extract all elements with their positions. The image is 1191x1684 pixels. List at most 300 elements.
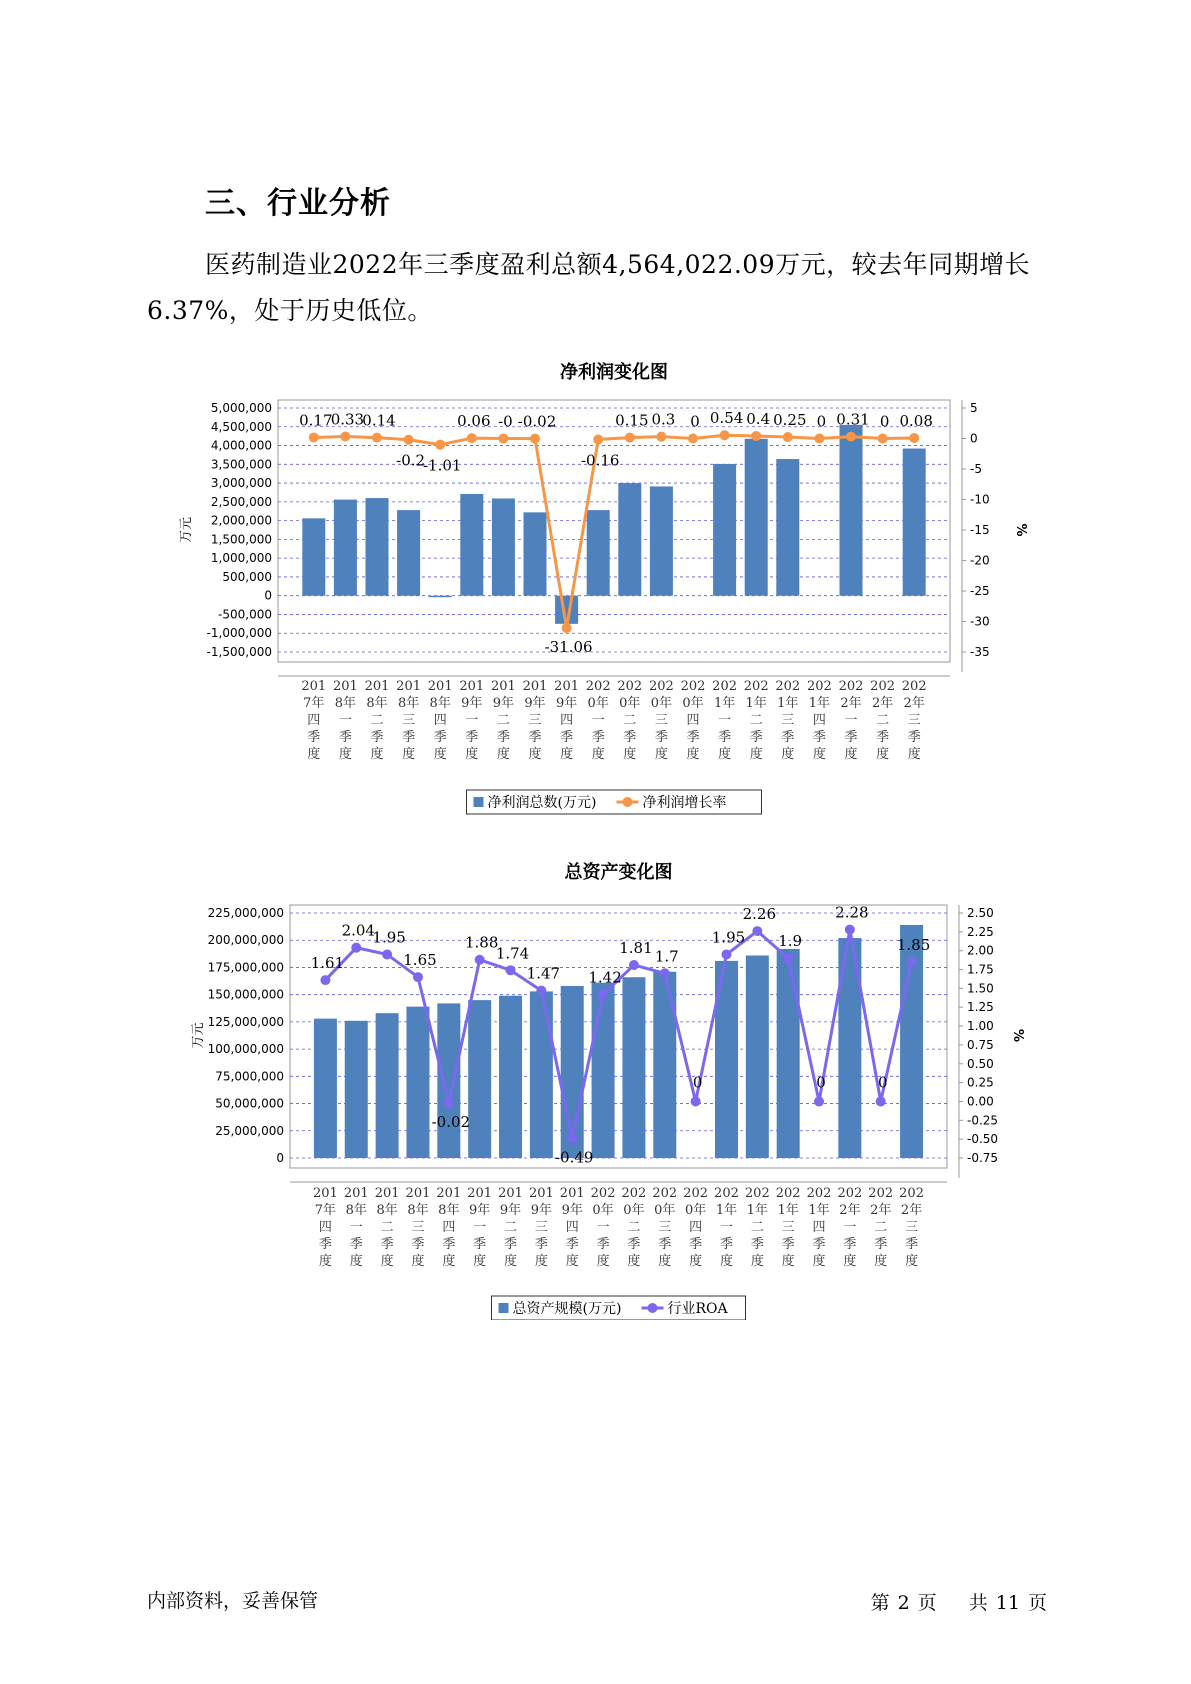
x-tick-label: 度 — [627, 1254, 641, 1269]
x-tick-label: 季 — [781, 1237, 795, 1252]
x-tick-label: 度 — [623, 747, 637, 762]
line-point — [876, 1096, 886, 1106]
x-tick-label: 三 — [781, 713, 795, 728]
x-tick-label: 季 — [718, 730, 732, 745]
line-point — [691, 1096, 701, 1106]
x-tick-label: 2年 — [870, 1203, 892, 1218]
x-tick-label: 1年 — [777, 696, 799, 711]
data-label: 0 — [816, 1073, 826, 1092]
y-tick-label: 2,500,000 — [210, 494, 272, 509]
x-tick-label: 季 — [338, 730, 352, 745]
bar — [777, 949, 800, 1158]
total-word: 页 — [1027, 1592, 1047, 1614]
x-tick-label: 度 — [844, 747, 858, 762]
line-point — [907, 957, 917, 967]
data-label: 0 — [692, 1073, 703, 1092]
bar — [499, 996, 522, 1158]
x-tick-label: 8年 — [407, 1203, 429, 1218]
x-tick-label: 季 — [905, 1237, 919, 1252]
y2-tick-label: 0 — [970, 431, 978, 446]
x-tick-label: 度 — [591, 747, 605, 762]
x-tick-label: 四 — [442, 1220, 456, 1235]
data-label: 1.81 — [619, 939, 653, 958]
x-tick-label: 季 — [876, 730, 890, 745]
bar — [345, 1021, 368, 1158]
data-label: 0.33 — [330, 410, 365, 429]
data-label: -0.16 — [580, 451, 620, 470]
line-point — [320, 975, 330, 985]
x-tick-label: 度 — [504, 1254, 518, 1269]
y-tick-label: 5,000,000 — [210, 401, 272, 415]
x-tick-label: 0年 — [654, 1203, 676, 1218]
y2-axis-label: % — [1013, 523, 1028, 537]
x-tick-label: 201 — [427, 679, 453, 694]
y-tick-label: 4,000,000 — [210, 438, 272, 453]
bar — [468, 1000, 491, 1158]
x-tick-label: 度 — [718, 747, 732, 762]
y2-tick-label: -35 — [970, 645, 990, 659]
x-tick-label: 度 — [338, 747, 352, 762]
x-tick-label: 度 — [596, 1254, 610, 1269]
line-point — [435, 440, 445, 450]
y-tick-label: 75,000,000 — [215, 1069, 284, 1084]
x-tick-label: 201 — [559, 1186, 585, 1201]
line-point — [720, 430, 730, 440]
x-tick-label: 季 — [442, 1237, 456, 1252]
y2-tick-label: 0.25 — [967, 1075, 994, 1090]
page-prefix: 第 — [870, 1592, 890, 1614]
y2-tick-label: 1.75 — [967, 962, 994, 977]
line-point — [814, 434, 824, 444]
data-label: 1.85 — [896, 936, 931, 954]
x-tick-label: 201 — [528, 1186, 554, 1201]
legend-bar-label: 总资产规模(万元) — [512, 1301, 622, 1317]
x-tick-label: 1年 — [745, 696, 767, 711]
bar — [406, 1007, 429, 1158]
y-tick-label: 175,000,000 — [207, 960, 284, 975]
data-label: 0.31 — [836, 410, 870, 429]
x-tick-label: 四 — [812, 713, 826, 728]
x-tick-label: 202 — [806, 1186, 832, 1201]
y-tick-label: 1,500,000 — [210, 532, 272, 547]
y2-axis-label: % — [1010, 1028, 1025, 1043]
x-tick-label: 9年 — [492, 696, 515, 711]
x-tick-label: 201 — [459, 679, 485, 694]
x-tick-label: 四 — [433, 713, 447, 728]
x-tick-label: 8年 — [397, 696, 420, 711]
y2-tick-label: 0.00 — [967, 1094, 994, 1109]
line-point — [598, 989, 608, 999]
line-point — [444, 1098, 454, 1108]
x-tick-label: 季 — [349, 1237, 363, 1252]
y2-tick-label: -10 — [970, 492, 990, 507]
y-tick-label: -1,000,000 — [206, 626, 272, 641]
x-tick-label: 201 — [374, 1186, 400, 1201]
x-tick-label: 度 — [473, 1254, 487, 1269]
x-tick-label: 2年 — [900, 1203, 923, 1218]
x-tick-label: 0年 — [650, 696, 673, 711]
x-tick-label: 202 — [901, 679, 927, 694]
legend-bar-swatch — [499, 1303, 509, 1313]
y2-tick-label: -0.25 — [967, 1113, 999, 1128]
y-tick-label: 0 — [276, 1151, 284, 1165]
y-tick-label: 500,000 — [222, 569, 272, 584]
x-tick-label: 三 — [781, 1220, 795, 1235]
x-tick-label: 9年 — [555, 696, 578, 711]
x-tick-label: 三 — [528, 713, 542, 728]
data-label: 0.25 — [773, 410, 807, 429]
data-label: 1.88 — [464, 933, 499, 952]
chart-title: 总资产变化图 — [564, 862, 673, 883]
x-tick-label: 201 — [313, 1186, 338, 1201]
x-tick-label: 9年 — [561, 1203, 583, 1218]
x-tick-label: 季 — [781, 730, 795, 745]
x-tick-label: 2年 — [903, 696, 925, 711]
line-point — [625, 433, 635, 443]
y2-tick-label: 1.00 — [967, 1019, 994, 1034]
x-tick-label: 一 — [338, 713, 352, 728]
data-label: 1.95 — [372, 928, 406, 947]
line-point — [498, 434, 508, 444]
x-tick-label: 201 — [490, 679, 516, 694]
line-point — [878, 434, 888, 444]
x-tick-label: 二 — [496, 713, 510, 728]
x-tick-label: 202 — [683, 1186, 709, 1201]
data-label: 0.14 — [362, 411, 396, 430]
x-tick-label: 二 — [380, 1220, 394, 1235]
line-point — [372, 433, 382, 443]
x-tick-label: 1年 — [713, 696, 736, 711]
y2-tick-label: -0.50 — [967, 1132, 999, 1147]
x-tick-label: 度 — [874, 1254, 888, 1269]
data-label: 0.54 — [709, 409, 744, 428]
bar — [302, 518, 325, 595]
line-point — [404, 435, 414, 445]
data-label: 0 — [690, 412, 700, 431]
x-tick-label: 201 — [332, 679, 358, 694]
x-tick-label: 202 — [617, 679, 643, 694]
x-tick-label: 202 — [744, 1186, 770, 1201]
bar — [376, 1013, 399, 1158]
x-tick-label: 二 — [874, 1220, 888, 1235]
x-tick-label: 季 — [627, 1237, 641, 1252]
line-point — [506, 965, 516, 975]
x-tick-label: 202 — [652, 1186, 678, 1201]
y-tick-label: 225,000,000 — [207, 906, 284, 920]
x-tick-label: 季 — [654, 730, 668, 745]
x-tick-label: 二 — [504, 1220, 518, 1235]
line-point — [752, 926, 762, 936]
data-label: 0 — [877, 1073, 888, 1092]
line-point — [688, 434, 698, 444]
x-tick-label: 度 — [749, 747, 763, 762]
data-label: 2.04 — [341, 921, 375, 940]
bar — [745, 439, 768, 596]
line-point — [660, 968, 670, 978]
x-tick-label: 三 — [402, 713, 416, 728]
x-tick-label: 度 — [370, 747, 384, 762]
x-tick-label: 202 — [899, 1186, 924, 1201]
x-tick-label: 201 — [301, 679, 327, 694]
x-tick-label: 季 — [749, 730, 763, 745]
x-tick-label: 二 — [627, 1220, 641, 1235]
x-tick-label: 四 — [686, 713, 700, 728]
x-tick-label: 度 — [307, 747, 321, 762]
x-tick-label: 7年 — [303, 696, 325, 711]
line-point — [845, 925, 855, 935]
line-point — [783, 953, 793, 963]
x-tick-label: 度 — [433, 747, 447, 762]
data-label: 1.61 — [310, 954, 345, 973]
x-tick-label: 202 — [621, 1186, 647, 1201]
page-number: 2 — [897, 1592, 910, 1614]
x-tick-label: 一 — [591, 713, 605, 728]
x-tick-label: 三 — [905, 1220, 919, 1235]
x-tick-label: 度 — [812, 1254, 826, 1269]
summary-paragraph: 医药制造业2022年三季度盈利总额4,564,022.09万元，较去年同期增长6.37%，处于历史低位。 — [147, 250, 1031, 325]
data-label: 0.08 — [899, 412, 933, 431]
x-tick-label: 1年 — [808, 696, 831, 711]
x-tick-label: 202 — [714, 1186, 739, 1201]
x-tick-label: 度 — [812, 747, 826, 762]
bar — [366, 498, 389, 596]
x-tick-label: 三 — [654, 713, 668, 728]
y2-tick-label: -5 — [970, 462, 982, 476]
total-assets-chart — [0, 860, 1191, 1320]
data-label: 0.06 — [457, 412, 491, 431]
data-label: 1.7 — [654, 947, 679, 966]
legend-bar-label: 净利润总数(万元) — [487, 795, 597, 811]
line-point — [783, 432, 793, 442]
x-tick-label: 202 — [870, 679, 896, 694]
x-tick-label: 8年 — [334, 696, 357, 711]
line-point — [593, 434, 603, 444]
data-label: -0 — [498, 412, 513, 431]
x-tick-label: 一 — [843, 1220, 857, 1235]
x-tick-label: 201 — [522, 679, 548, 694]
x-tick-label: 度 — [719, 1254, 733, 1269]
line-point — [814, 1096, 824, 1106]
x-tick-label: 季 — [907, 730, 921, 745]
x-tick-label: 四 — [307, 713, 321, 728]
y2-tick-label: -30 — [970, 614, 990, 629]
x-tick-label: 季 — [534, 1237, 548, 1252]
x-tick-label: 四 — [318, 1220, 332, 1235]
y-tick-label: -1,500,000 — [206, 645, 272, 659]
data-label: 1.95 — [711, 928, 746, 947]
line-point — [340, 431, 350, 441]
x-tick-label: 202 — [648, 679, 674, 694]
x-tick-label: 度 — [380, 1254, 394, 1269]
legend-line-label: 行业ROA — [667, 1301, 728, 1317]
legend-bar-swatch — [474, 797, 484, 807]
data-label: 0.4 — [746, 410, 771, 429]
bar — [437, 1003, 460, 1158]
x-tick-label: 0年 — [592, 1203, 614, 1218]
y2-tick-label: 0.75 — [967, 1037, 994, 1052]
net-profit-chart — [0, 360, 1191, 820]
page-indicator — [867, 1588, 1051, 1615]
x-tick-label: 季 — [402, 730, 416, 745]
x-tick-label: 一 — [718, 713, 732, 728]
y-tick-label: 3,500,000 — [210, 457, 272, 472]
x-tick-label: 8年 — [376, 1203, 398, 1218]
x-tick-label: 度 — [318, 1254, 332, 1269]
x-tick-label: 9年 — [524, 696, 546, 711]
bar — [460, 494, 483, 596]
x-tick-label: 季 — [307, 730, 321, 745]
x-tick-label: 201 — [364, 679, 390, 694]
y-tick-label: 1,000,000 — [210, 551, 272, 566]
x-tick-label: 二 — [750, 1220, 764, 1235]
x-tick-label: 二 — [623, 713, 637, 728]
x-tick-label: 201 — [405, 1186, 431, 1201]
x-tick-label: 季 — [565, 1237, 579, 1252]
x-tick-label: 度 — [907, 747, 921, 762]
data-label: 1.74 — [495, 944, 530, 963]
x-tick-label: 一 — [465, 713, 479, 728]
x-tick-label: 202 — [868, 1186, 894, 1201]
data-label: 1.65 — [403, 951, 437, 970]
x-tick-label: 一 — [349, 1220, 363, 1235]
y2-tick-label: 5 — [970, 401, 978, 415]
x-tick-label: 四 — [565, 1220, 579, 1235]
legend-line-marker — [648, 1303, 658, 1313]
bar — [653, 972, 676, 1158]
x-tick-label: 度 — [411, 1254, 425, 1269]
x-tick-label: 季 — [719, 1237, 733, 1252]
x-tick-label: 9年 — [461, 696, 483, 711]
line-point — [467, 433, 477, 443]
x-tick-label: 202 — [775, 679, 801, 694]
bar — [530, 991, 553, 1158]
x-tick-label: 8年 — [345, 1203, 367, 1218]
x-tick-label: 202 — [743, 679, 769, 694]
bar — [840, 425, 863, 596]
page-word: 页 — [917, 1592, 937, 1614]
x-tick-label: 季 — [380, 1237, 394, 1252]
x-tick-label: 度 — [349, 1254, 363, 1269]
x-tick-label: 度 — [496, 747, 510, 762]
chart-title: 净利润变化图 — [560, 362, 668, 383]
x-tick-label: 202 — [806, 679, 832, 694]
x-tick-label: 季 — [623, 730, 637, 745]
x-tick-label: 度 — [689, 1254, 703, 1269]
x-tick-label: 202 — [838, 679, 864, 694]
x-tick-label: 季 — [812, 730, 826, 745]
y2-tick-label: -20 — [970, 553, 990, 568]
bar — [334, 500, 357, 596]
x-tick-label: 度 — [402, 747, 416, 762]
x-tick-label: 季 — [686, 730, 700, 745]
y-tick-label: 4,500,000 — [210, 419, 272, 434]
y2-tick-label: -15 — [970, 523, 990, 537]
x-tick-label: 度 — [905, 1254, 919, 1269]
y2-tick-label: 1.25 — [967, 1000, 994, 1015]
x-tick-label: 度 — [565, 1254, 579, 1269]
section-heading: 三、行业分析 — [205, 186, 391, 221]
total-prefix: 共 — [968, 1592, 988, 1614]
line-point — [382, 949, 392, 959]
data-label: 0.15 — [615, 411, 649, 430]
x-tick-label: 一 — [719, 1220, 733, 1235]
x-tick-label: 度 — [528, 747, 542, 762]
bar — [397, 510, 420, 596]
x-tick-label: 202 — [590, 1186, 616, 1201]
x-tick-label: 201 — [343, 1186, 369, 1201]
x-tick-label: 季 — [750, 1237, 764, 1252]
x-tick-label: 7年 — [314, 1203, 337, 1218]
data-label: -0.49 — [554, 1148, 594, 1167]
x-tick-label: 一 — [596, 1220, 610, 1235]
x-tick-label: 9年 — [499, 1203, 522, 1218]
data-label: 1.47 — [526, 964, 561, 983]
line-point — [536, 986, 546, 996]
y2-tick-label: 0.50 — [967, 1056, 994, 1071]
x-tick-label: 1年 — [777, 1203, 799, 1218]
data-label: 0.17 — [299, 411, 333, 430]
x-tick-label: 三 — [658, 1220, 672, 1235]
x-tick-label: 度 — [465, 747, 479, 762]
line-point — [567, 1133, 577, 1143]
y-tick-label: 25,000,000 — [215, 1123, 284, 1138]
line-point — [909, 433, 919, 443]
x-tick-label: 季 — [658, 1237, 672, 1252]
x-tick-label: 二 — [749, 713, 763, 728]
y-tick-label: 100,000,000 — [207, 1042, 284, 1057]
x-tick-label: 季 — [596, 1237, 610, 1252]
x-tick-label: 9年 — [530, 1203, 553, 1218]
total-pages: 11 — [995, 1592, 1020, 1614]
x-tick-label: 1年 — [808, 1203, 830, 1218]
legend-line-marker — [623, 797, 633, 807]
line-point — [413, 972, 423, 982]
x-tick-label: 季 — [433, 730, 447, 745]
bar — [314, 1019, 337, 1158]
x-tick-label: 三 — [534, 1220, 548, 1235]
x-tick-label: 季 — [591, 730, 605, 745]
x-tick-label: 季 — [504, 1237, 518, 1252]
x-tick-label: 2年 — [840, 696, 862, 711]
y-tick-label: 150,000,000 — [207, 987, 284, 1002]
y2-tick-label: -25 — [970, 584, 990, 598]
bar — [587, 510, 610, 596]
x-tick-label: 季 — [465, 730, 479, 745]
x-tick-label: 2年 — [871, 696, 894, 711]
data-label: 2.28 — [835, 903, 869, 922]
x-tick-label: 9年 — [469, 1203, 491, 1218]
x-tick-label: 1年 — [746, 1203, 768, 1218]
data-label: -0.2 — [396, 451, 426, 470]
x-tick-label: 0年 — [623, 1203, 645, 1218]
y-tick-label: 0 — [264, 588, 272, 603]
x-tick-label: 度 — [442, 1254, 456, 1269]
x-tick-label: 季 — [874, 1237, 888, 1252]
line-point — [530, 434, 540, 444]
x-tick-label: 度 — [781, 1254, 795, 1269]
y2-tick-label: 1.50 — [967, 981, 994, 996]
x-tick-label: 度 — [750, 1254, 764, 1269]
y2-tick-label: 2.25 — [967, 924, 994, 939]
x-tick-label: 201 — [498, 1186, 523, 1201]
x-tick-label: 度 — [781, 747, 795, 762]
x-tick-label: 0年 — [619, 696, 641, 711]
x-tick-label: 8年 — [429, 696, 451, 711]
x-tick-label: 8年 — [366, 696, 388, 711]
bar — [524, 512, 547, 595]
bar — [492, 498, 515, 595]
bar — [746, 955, 769, 1158]
